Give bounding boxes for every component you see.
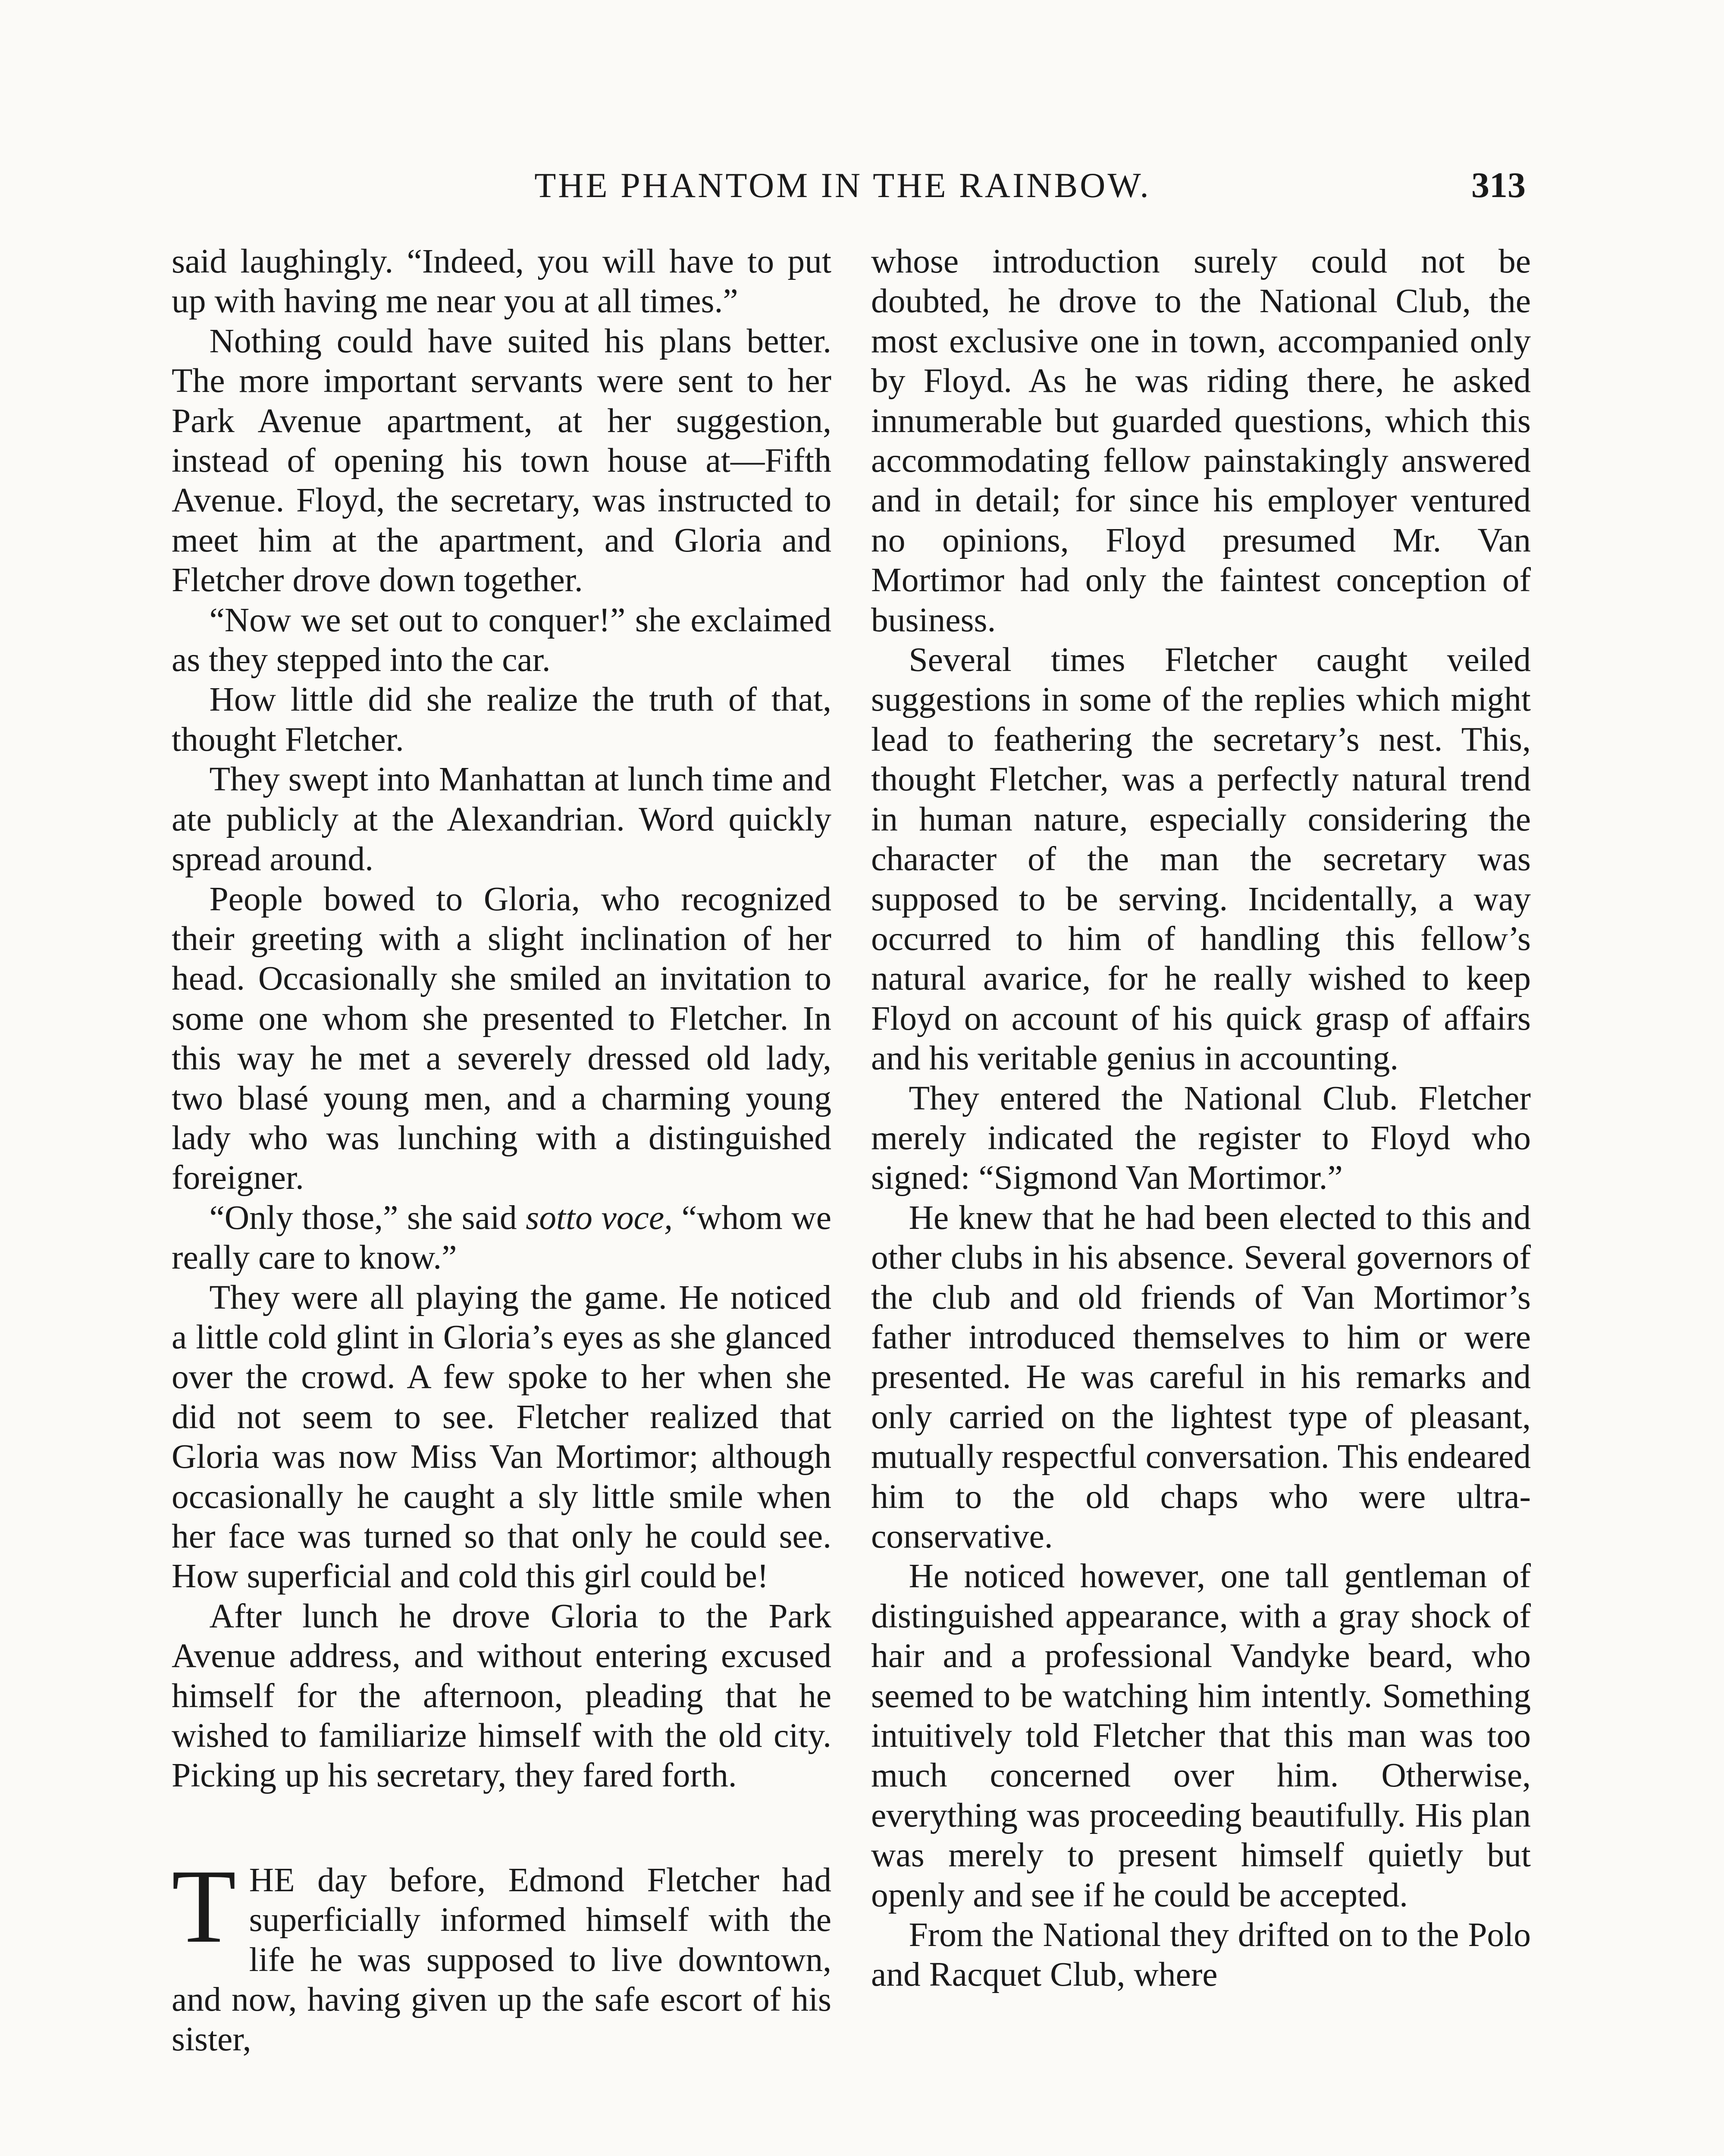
paragraph: said laughingly. “Indeed, you will have to put up with having me near you at all times.” (172, 242, 831, 320)
section-paragraph (172, 1847, 831, 2059)
paragraph: Several times Fletcher caught veiled suggestions in some of the replies which might lead to feathering the secretary’s nest. This, thought Fletcher, was a perfectly natural trend in human nature, especially considering the character of the man the secretary was supposed to be serving. Incidentally, a way occurred to him of handling this fellow’s natural avarice, for he really wished to keep Floyd on account of his quick grasp of affairs and his veritable genius in accounting. (871, 641, 1531, 1078)
paragraph: whose introduction surely could not be doubted, he drove to the National Club, the most exclusive one in town, accompanied only by Floyd. As he was riding there, he asked innumerable but guarded questions, which this accommodating fellow painstakingly answered and in detail; for since his employer ventured no opinions, Floyd presumed Mr. Van Mortimor had only the faintest conception of business. (871, 242, 1531, 639)
paragraph: He noticed however, one tall gentleman of distinguished appearance, with a gray shock of hair and a professional Vandyke beard, who seemed to be watching him intently. Something intuitively told Fletcher that this man was too much concerned over him. Otherwise, everything was proceeding beautifully. His plan was merely to present himself quietly but openly and see if he could be accepted. (871, 1557, 1531, 1914)
paragraph: They were all playing the game. He noticed a little cold glint in Gloria’s eyes as she glanced over the crowd. A few spoke to her when she did not seem to see. Fletcher realized that Gloria was now Miss Van Mortimor; although occasionally he caught a sly little smile when her face was turned so that only he could see. How superficial and cold this girl could be! (172, 1278, 831, 1595)
page-header (164, 160, 1526, 216)
text-run: “whom we really care to know.” (172, 1198, 831, 1277)
paragraph: Nothing could have suited his plans better. The more important servants were sent to her Park Avenue apartment, at her suggestion, instead of opening his town house at—Fifth Avenue. Floyd, the secretary, was instructed to meet him at the apartment, and Gloria and Fletcher drove down together. (172, 322, 831, 599)
paragraph: People bowed to Gloria, who recognized their greeting with a slight inclination of her head. Occasionally she smiled an invitation to some one whom she presented to Fletcher. In this way he met a severely dressed old lady, two blasé young men, and a charming young lady who was lunching with a distinguished foreigner. (172, 880, 831, 1197)
drop-cap: T (172, 1847, 236, 1965)
left-column (172, 241, 831, 2059)
text-run: “Only those,” she said (209, 1198, 526, 1237)
paragraph (172, 1198, 831, 1278)
paragraph: How little did she realize the truth of that, thought Fletcher. (172, 680, 831, 758)
paragraph: They entered the National Club. Fletcher merely indicated the register to Floyd who signed: “Sigmond Van Mortimor.” (871, 1079, 1531, 1197)
text-run: HE day before, Edmond Fletcher had superficially informed himself with the life he was supposed to live downtown, and now, having given up the safe escort of his sister, (172, 1861, 831, 2059)
paragraph: After lunch he drove Gloria to the Park Avenue address, and without entering excused himself for the afternoon, pleading that he wished to familiarize himself with the old city. Picking up his secretary, they fared forth. (172, 1597, 831, 1795)
running-title: THE PHANTOM IN THE RAINBOW. (534, 166, 1151, 205)
page-number: 313 (1471, 165, 1526, 205)
paragraph: He knew that he had been elected to this and other clubs in his absence. Several governors of the club and old friends of Van Mortimor’s father introduced themselves to him or were presented. He was careful in his remarks and only carried on the lightest type of pleasant, mutually respectful conversation. This endeared him to the old chaps who were ultra-conservative. (871, 1198, 1531, 1555)
right-column (871, 241, 1531, 1995)
italic-phrase: sotto voce, (526, 1198, 673, 1237)
paragraph: “Now we set out to conquer!” she exclaimed as they stepped into the car. (172, 601, 831, 679)
paragraph: From the National they drifted on to the Polo and Racquet Club, where (871, 1916, 1531, 1994)
paragraph: They swept into Manhattan at lunch time and ate publicly at the Alexandrian. Word quickly spread around. (172, 760, 831, 878)
